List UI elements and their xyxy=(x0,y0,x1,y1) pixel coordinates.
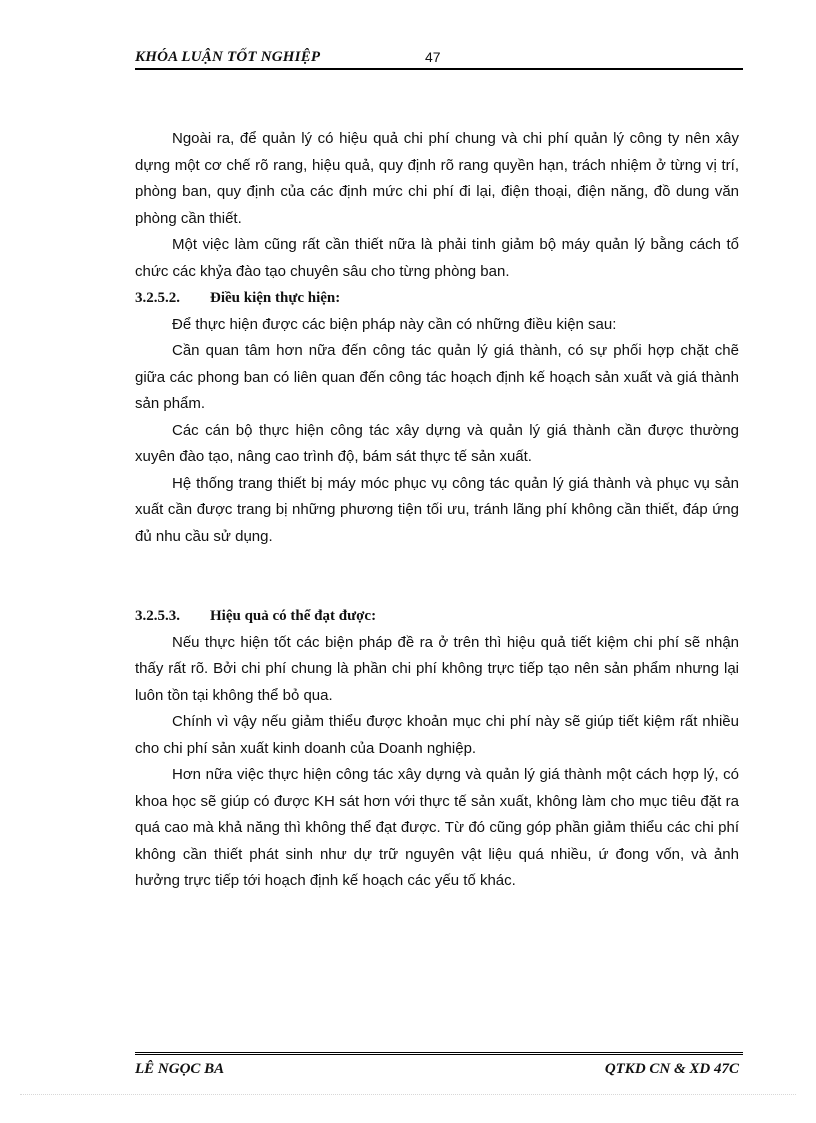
section-title: Điều kiện thực hiện: xyxy=(210,290,341,306)
paragraph: Chính vì vậy nếu giảm thiểu được khoản mục chi phí này sẽ giúp tiết kiệm rất nhiều cho chi phí sản xuất kinh doanh của Doanh nghiệp. xyxy=(135,713,739,757)
page-footer xyxy=(135,1052,743,1083)
paragraph: Để thực hiện được các biện pháp này cần có những điều kiện sau: xyxy=(172,315,617,333)
section-title: Hiệu quả có thể đạt được: xyxy=(210,608,377,624)
paragraph: Các cán bộ thực hiện công tác xây dựng và quản lý giá thành cần được thường xuyên đào tạo, nâng cao trình độ, bám sát thực tế sản xuất. xyxy=(135,421,739,465)
class-code: QTKD CN & XD 47C xyxy=(604,1061,739,1077)
section-heading xyxy=(135,285,739,312)
paragraph: Ngoài ra, để quản lý có hiệu quả chi phí chung và chi phí quản lý công ty nên xây dựng một cơ chế rõ rang, hiệu quả, quy định rõ rang quyền hạn, trách nhiệm ở từng vị trí, phòng ban, quy định của các định mức chi phí đi lại, điện thoại, điện năng, đồ dung văn phòng cần thiết. xyxy=(135,130,739,227)
section-number: 3.2.5.3. xyxy=(135,608,180,624)
document-body xyxy=(135,126,739,895)
author-name: LÊ NGỌC BA xyxy=(135,1061,225,1077)
blank-space xyxy=(135,550,739,603)
paragraph: Nếu thực hiện tốt các biện pháp đề ra ở trên thì hiệu quả tiết kiệm chi phí sẽ nhận thấy rất rõ. Bởi chi phí chung là phần chi phí không trực tiếp tạo nên sản phẩm nhưng lại luôn tồn tại không thể bỏ qua. xyxy=(135,633,739,704)
section-number: 3.2.5.2. xyxy=(135,290,180,306)
paragraph: Hệ thống trang thiết bị máy móc phục vụ công tác quản lý giá thành và phục vụ sản xuất cần được trang bị những phương tiện tối ưu, tránh lãng phí không cần thiết, đáp ứng đủ nhu cầu sử dụng. xyxy=(135,474,739,545)
page-edge-divider xyxy=(20,1094,796,1095)
section-heading xyxy=(135,603,739,630)
paragraph: Cần quan tâm hơn nữa đến công tác quản lý giá thành, có sự phối hợp chặt chẽ giữa các phong ban có liên quan đến công tác hoạch định kế hoạch sản xuất và giá thành sản phẩm. xyxy=(135,342,739,412)
paragraph: Hơn nữa việc thực hiện công tác xây dựng và quản lý giá thành một cách hợp lý, có khoa học sẽ giúp có được KH sát hơn với thực tế sản xuất, không làm cho mục tiêu đặt ra quá cao mà khả năng thì không thể đạt được. Từ đó cũng góp phần giảm thiểu các chi phí không cần thiết phát sinh như dự trữ nguyên vật liệu quá nhiều, ứ đong vốn, và ảnh hưởng trực tiếp tới hoạch định kế hoạch các yếu tố khác. xyxy=(135,766,739,889)
document-title: KHÓA LUẬN TỐT NGHIỆP xyxy=(135,49,321,65)
page-header xyxy=(135,48,743,70)
paragraph: Một việc làm cũng rất cần thiết nữa là phải tinh giảm bộ máy quản lý bằng cách tổ chức các khỷa đào tạo chuyên sâu cho từng phòng ban. xyxy=(135,236,739,280)
page-number: 47 xyxy=(425,49,441,65)
